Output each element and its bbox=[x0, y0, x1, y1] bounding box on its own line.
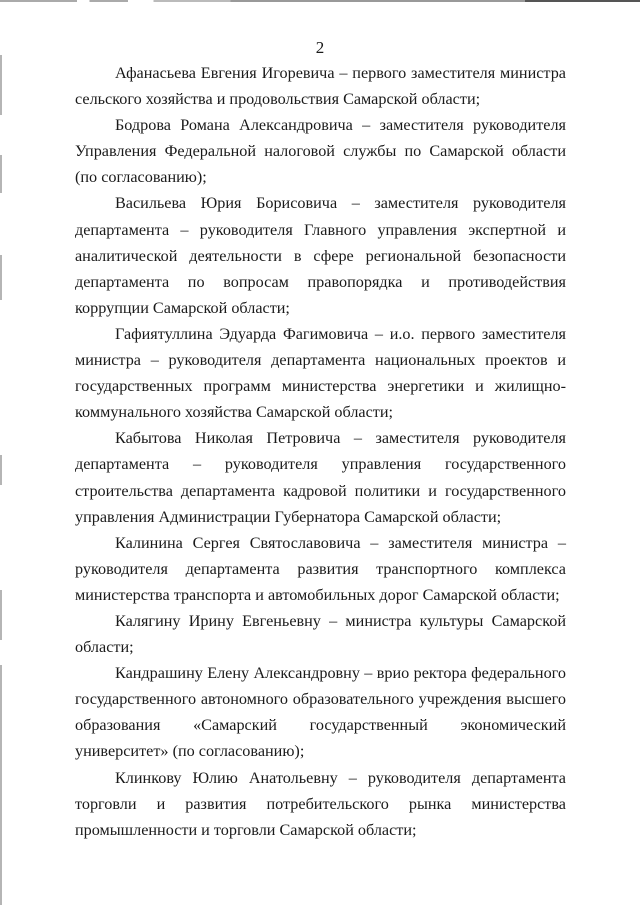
scan-edge-left bbox=[0, 665, 2, 905]
scan-edge-left bbox=[0, 255, 2, 300]
scan-edge-left bbox=[0, 55, 2, 115]
paragraph-kandrashina: Кандрашину Елену Александровну – врио ректора федерального государственного автономного образовательного учреждения высшего образования «Самарский государственный экономический университет» (по согласованию); bbox=[75, 664, 566, 761]
scan-edge-top bbox=[0, 0, 640, 2]
page-number: 2 bbox=[315, 38, 325, 57]
paragraph-kalinin: Калинина Сергея Святославовича – заместителя министра – руководителя департамента развития транспортного комплекса министерства транспорта и автомобильных дорог Самарской области; bbox=[75, 533, 566, 604]
paragraph-kabytov: Кабытова Николая Петровича – заместителя руководителя департамента – руководителя управления государственного строительства департамента кадровой политики и государственного управления Администрации Губернатора Самарской области; bbox=[75, 429, 566, 526]
paragraph-gafiyatullin: Гафиятуллина Эдуарда Фагимовича – и.о. первого заместителя министра – руководителя департамента национальных проектов и государственных программ министерства энергетики и жилищно-коммунального хозяйства Самарской области; bbox=[75, 324, 566, 422]
paragraph-vasiliev: Васильева Юрия Борисовича – заместителя руководителя департамента – руководителя Главного управления экспертной и аналитической деятельности в сфере региональной безопасности департамента по вопросам правопорядка и противодействия коррупции Самарской области; bbox=[75, 194, 566, 317]
paragraph-afanasyev: Афанасьева Евгения Игоревича – первого заместителя министра сельского хозяйства и продовольствия Самарской области; bbox=[75, 64, 566, 109]
scan-edge-left bbox=[0, 155, 2, 193]
paragraph-bodrov: Бодрова Романа Александровича – заместителя руководителя Управления Федеральной налоговой службы по Самарской области (по согласованию); bbox=[75, 116, 566, 187]
paragraph-klinkova: Клинкову Юлию Анатольевну – руководителя департамента торговли и развития потребительского рынка министерства промышленности и торговли Самарской области; bbox=[75, 768, 566, 839]
scan-edge-left bbox=[0, 455, 2, 485]
scan-edge-left bbox=[0, 590, 2, 640]
paragraph-kalyagina: Калягину Ирину Евгеньевну – министра культуры Самарской области; bbox=[75, 611, 566, 657]
document-body bbox=[75, 60, 566, 843]
